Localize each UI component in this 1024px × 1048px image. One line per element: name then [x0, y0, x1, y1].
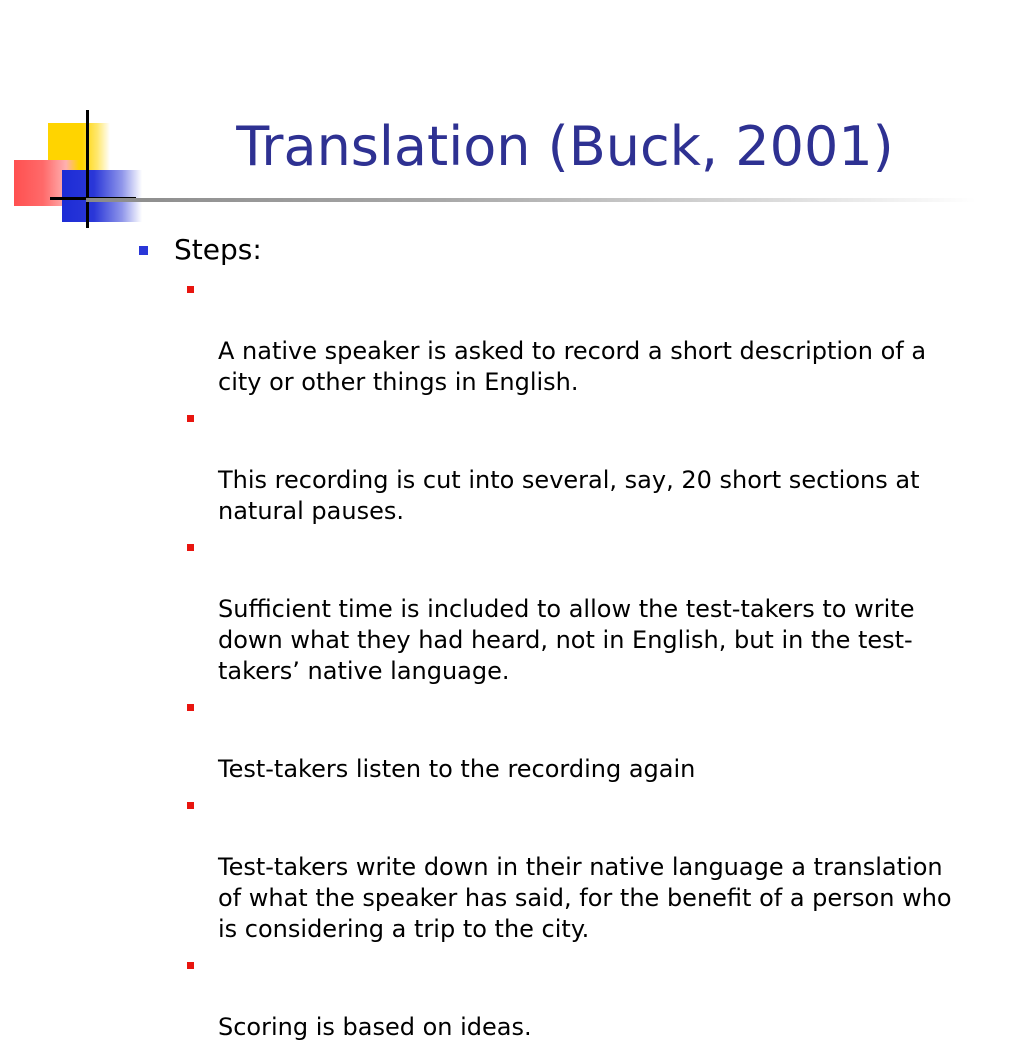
list-item-text: This recording is cut into several, say, 20 short sections at natural pauses.	[218, 466, 920, 525]
square-bullet-icon	[187, 704, 194, 711]
list-item	[218, 790, 998, 945]
slide-title: Translation (Buck, 2001)	[236, 115, 894, 178]
square-bullet-icon	[187, 286, 194, 293]
list-item	[218, 692, 998, 785]
square-bullet-icon	[187, 802, 194, 809]
list-item	[218, 532, 998, 687]
list-item	[218, 950, 998, 1043]
list-item-text: A native speaker is asked to record a short description of a city or other things in English.	[218, 337, 927, 396]
square-bullet-icon	[187, 544, 194, 551]
list-item-text: Test-takers listen to the recording again	[218, 755, 696, 783]
list-item-text: Test-takers write down in their native language a translation of what the speaker has said, for the benefit of a person who is considering a trip to the city.	[218, 853, 952, 943]
list-item	[218, 403, 998, 527]
steps-heading: Steps:	[174, 233, 262, 266]
square-bullet-icon	[139, 246, 148, 255]
square-bullet-icon	[187, 415, 194, 422]
list-item	[218, 274, 998, 398]
steps-list	[218, 274, 998, 1048]
square-bullet-icon	[187, 962, 194, 969]
list-item-text: Scoring is based on ideas.	[218, 1013, 532, 1041]
list-item-text: Sufficient time is included to allow the test-takers to write down what they had heard, not in English, but in the test- takers’ native language.	[218, 595, 915, 685]
